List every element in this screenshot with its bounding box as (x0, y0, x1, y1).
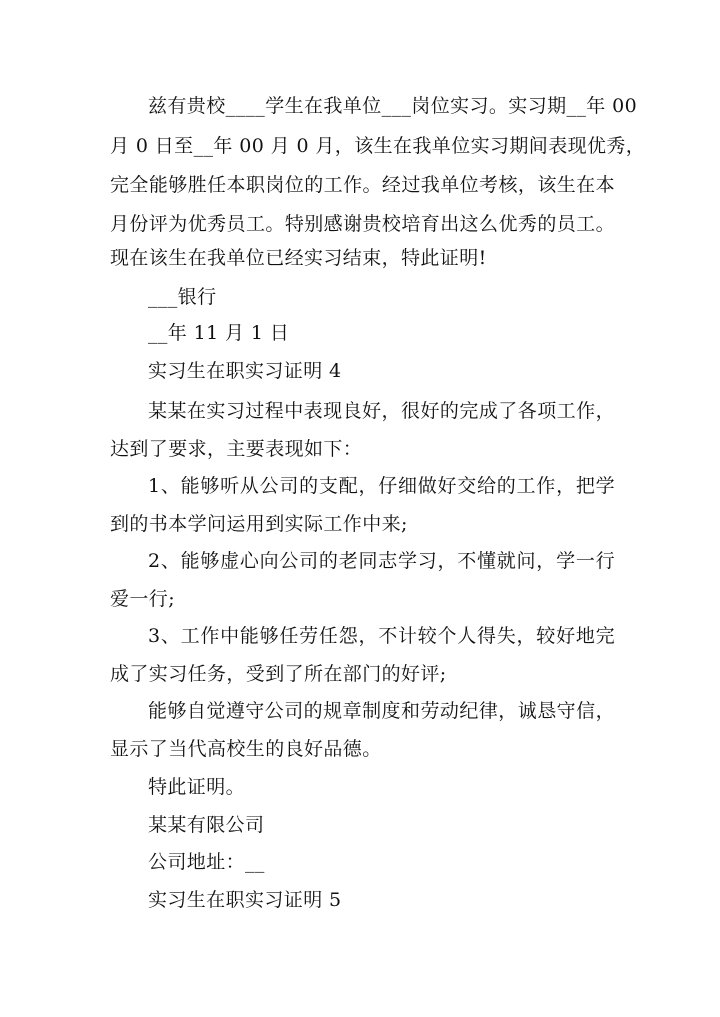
company-name: 某某有限公司 (148, 814, 265, 836)
paragraph-1-line-1: 兹有贵校____学生在我单位___岗位实习。实习期__年 00 (148, 95, 638, 117)
paragraph-1-line-2: 月 0 日至__年 00 月 0 月，该生在我单位实习期间表现优秀， (110, 135, 646, 157)
company-address: 公司地址：__ (148, 851, 265, 873)
heading-certificate-5: 实习生在职实习证明 5 (148, 889, 342, 911)
paragraph-1-line-3: 完全能够胜任本职岗位的工作。经过我单位考核，该生在本 (110, 174, 615, 196)
list-item-1-line-1: 1、能够听从公司的支配，仔细做好交给的工作，把学 (148, 475, 615, 497)
paragraph-2-line-1: 某某在实习过程中表现良好，很好的完成了各项工作， (148, 400, 615, 422)
signature-bank: ___银行 (148, 286, 217, 308)
list-item-3-line-2: 成了实习任务，受到了所在部门的好评; (110, 663, 447, 685)
paragraph-1-line-5: 现在该生在我单位已经实习结束，特此证明! (110, 247, 487, 269)
list-item-1-line-2: 到的书本学问运用到实际工作中来; (110, 513, 408, 535)
list-item-2-line-2: 爱一行; (110, 588, 176, 610)
paragraph-1-line-4: 月份评为优秀员工。特别感谢贵校培育出这么优秀的员工。 (110, 213, 615, 235)
paragraph-2-line-2: 达到了要求，主要表现如下： (110, 438, 363, 460)
list-item-2-line-1: 2、能够虚心向公司的老同志学习，不懂就问，学一行 (148, 550, 615, 572)
paragraph-3-line-2: 显示了当代高校生的良好品德。 (110, 738, 382, 760)
paragraph-3-line-1: 能够自觉遵守公司的规章制度和劳动纪律，诚恳守信， (148, 700, 615, 722)
date-line: __年 11 月 1 日 (148, 322, 290, 344)
closing-statement: 特此证明。 (148, 776, 246, 798)
list-item-3-line-1: 3、工作中能够任劳任怨，不计较个人得失，较好地完 (148, 625, 615, 647)
heading-certificate-4: 实习生在职实习证明 4 (148, 360, 342, 382)
